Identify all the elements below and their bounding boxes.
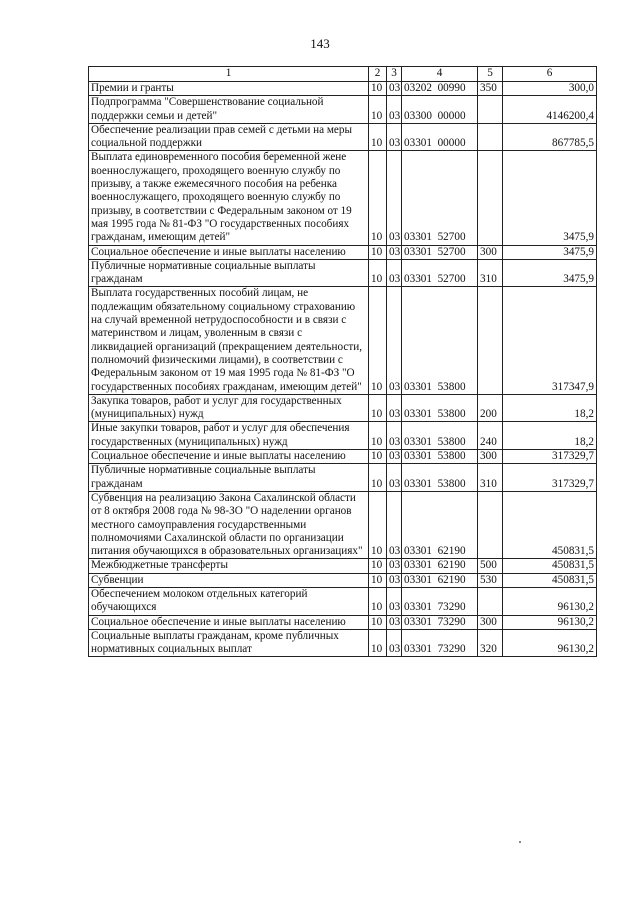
row-target-code: 03301 53800 <box>402 422 478 450</box>
row-subsection: 03 <box>387 96 402 124</box>
row-description: Публичные нормативные социальные выплаты гражданам <box>89 259 369 287</box>
row-amount: 18,2 <box>503 394 597 422</box>
row-subsection: 03 <box>387 151 402 245</box>
row-amount: 450831,5 <box>503 491 597 558</box>
row-expense-type: 200 <box>478 394 503 422</box>
scan-speck <box>519 841 521 843</box>
row-description: Обеспечением молоком отдельных категорий обучающихся <box>89 587 369 615</box>
row-target-code: 03301 62190 <box>402 559 478 573</box>
row-expense-type <box>478 491 503 558</box>
row-section: 10 <box>369 259 387 287</box>
row-subsection: 03 <box>387 287 402 394</box>
row-amount: 3475,9 <box>503 245 597 259</box>
row-section: 10 <box>369 615 387 629</box>
row-section: 10 <box>369 587 387 615</box>
row-target-code: 03301 52700 <box>402 245 478 259</box>
row-amount: 18,2 <box>503 422 597 450</box>
table-row <box>89 587 597 615</box>
row-target-code: 03300 00000 <box>402 96 478 124</box>
row-section: 10 <box>369 82 387 96</box>
row-amount: 867785,5 <box>503 123 597 151</box>
row-amount: 3475,9 <box>503 151 597 245</box>
row-amount: 450831,5 <box>503 559 597 573</box>
row-description: Социальное обеспечение и иные выплаты населению <box>89 615 369 629</box>
row-target-code: 03301 53800 <box>402 464 478 492</box>
row-expense-type: 310 <box>478 259 503 287</box>
row-expense-type <box>478 96 503 124</box>
row-amount: 450831,5 <box>503 573 597 587</box>
table-row <box>89 394 597 422</box>
header-col-3: 3 <box>387 67 402 82</box>
row-amount: 96130,2 <box>503 587 597 615</box>
row-subsection: 03 <box>387 245 402 259</box>
table-row <box>89 123 597 151</box>
row-expense-type: 300 <box>478 450 503 464</box>
row-target-code: 03301 62190 <box>402 491 478 558</box>
row-target-code: 03301 52700 <box>402 259 478 287</box>
row-description: Обеспечение реализации прав семей с детьми на меры социальной поддержки <box>89 123 369 151</box>
header-row <box>89 67 597 82</box>
row-amount: 4146200,4 <box>503 96 597 124</box>
row-section: 10 <box>369 151 387 245</box>
row-expense-type: 320 <box>478 629 503 657</box>
table-row <box>89 491 597 558</box>
row-section: 10 <box>369 573 387 587</box>
row-description: Публичные нормативные социальные выплаты гражданам <box>89 464 369 492</box>
row-subsection: 03 <box>387 450 402 464</box>
row-section: 10 <box>369 464 387 492</box>
row-target-code: 03301 73290 <box>402 629 478 657</box>
budget-table <box>88 66 597 657</box>
row-section: 10 <box>369 394 387 422</box>
row-subsection: 03 <box>387 394 402 422</box>
row-target-code: 03301 52700 <box>402 151 478 245</box>
row-target-code: 03301 53800 <box>402 394 478 422</box>
row-expense-type: 530 <box>478 573 503 587</box>
row-expense-type: 500 <box>478 559 503 573</box>
row-amount: 96130,2 <box>503 615 597 629</box>
row-subsection: 03 <box>387 491 402 558</box>
row-subsection: 03 <box>387 82 402 96</box>
row-subsection: 03 <box>387 573 402 587</box>
row-description: Субвенция на реализацию Закона Сахалинской области от 8 октября 2008 года № 98-ЗО "О наделении органов местного самоуправления государственными полномочиями Сахалинской области по организации питания обучающихся в образовательных организациях" <box>89 491 369 558</box>
page-number: 143 <box>310 36 330 51</box>
row-expense-type <box>478 587 503 615</box>
row-target-code: 03301 00000 <box>402 123 478 151</box>
header-col-4: 4 <box>402 67 478 82</box>
row-description: Подпрограмма "Совершенствование социальной поддержки семьи и детей" <box>89 96 369 124</box>
table-row <box>89 96 597 124</box>
row-section: 10 <box>369 96 387 124</box>
row-subsection: 03 <box>387 629 402 657</box>
row-section: 10 <box>369 450 387 464</box>
row-description: Закупка товаров, работ и услуг для государственных (муниципальных) нужд <box>89 394 369 422</box>
table-row <box>89 151 597 245</box>
row-amount: 96130,2 <box>503 629 597 657</box>
row-description: Премии и гранты <box>89 82 369 96</box>
row-section: 10 <box>369 245 387 259</box>
table-row <box>89 245 597 259</box>
row-subsection: 03 <box>387 615 402 629</box>
row-description: Выплата единовременного пособия беременной жене военнослужащего, проходящего военную службу по призыву, а также ежемесячного пособия на ребенка военнослужащего, проходящего военную службу по призыву, в соответствии с Федеральным законом от 19 мая 1995 года № 81-ФЗ "О государственных пособиях гражданам, имеющим детей" <box>89 151 369 245</box>
row-description: Социальные выплаты гражданам, кроме публичных нормативных социальных выплат <box>89 629 369 657</box>
row-section: 10 <box>369 559 387 573</box>
row-expense-type <box>478 151 503 245</box>
table-row <box>89 573 597 587</box>
row-expense-type: 240 <box>478 422 503 450</box>
table-row <box>89 464 597 492</box>
row-target-code: 03301 73290 <box>402 587 478 615</box>
row-subsection: 03 <box>387 123 402 151</box>
table-row <box>89 287 597 394</box>
row-description: Выплата государственных пособий лицам, не подлежащим обязательному социальному страхованию на случай временной нетрудоспособности и в связи с материнством и лицам, уволенным в связи с ликвидацией организаций (прекращением деятельности, полномочий физическими лицами), в соответствии с Федеральным законом от 19 мая 1995 года № 81-ФЗ "О государственных пособиях гражданам, имеющим детей" <box>89 287 369 394</box>
row-subsection: 03 <box>387 587 402 615</box>
row-expense-type <box>478 287 503 394</box>
row-amount: 3475,9 <box>503 259 597 287</box>
row-section: 10 <box>369 629 387 657</box>
row-amount: 317347,9 <box>503 287 597 394</box>
row-amount: 317329,7 <box>503 464 597 492</box>
row-description: Социальное обеспечение и иные выплаты населению <box>89 450 369 464</box>
row-expense-type: 350 <box>478 82 503 96</box>
table-row <box>89 629 597 657</box>
table-row <box>89 422 597 450</box>
row-target-code: 03301 62190 <box>402 573 478 587</box>
row-section: 10 <box>369 123 387 151</box>
row-amount: 300,0 <box>503 82 597 96</box>
header-col-6: 6 <box>503 67 597 82</box>
row-subsection: 03 <box>387 422 402 450</box>
row-target-code: 03202 00990 <box>402 82 478 96</box>
row-subsection: 03 <box>387 259 402 287</box>
table-row <box>89 615 597 629</box>
row-section: 10 <box>369 287 387 394</box>
row-target-code: 03301 53800 <box>402 287 478 394</box>
table-row <box>89 450 597 464</box>
row-description: Межбюджетные трансферты <box>89 559 369 573</box>
header-col-2: 2 <box>369 67 387 82</box>
table-row <box>89 559 597 573</box>
table-row <box>89 82 597 96</box>
row-target-code: 03301 73290 <box>402 615 478 629</box>
row-target-code: 03301 53800 <box>402 450 478 464</box>
header-col-1: 1 <box>89 67 369 82</box>
row-subsection: 03 <box>387 559 402 573</box>
table-row <box>89 259 597 287</box>
header-col-5: 5 <box>478 67 503 82</box>
row-expense-type: 310 <box>478 464 503 492</box>
row-section: 10 <box>369 491 387 558</box>
row-description: Иные закупки товаров, работ и услуг для обеспечения государственных (муниципальных) нужд <box>89 422 369 450</box>
row-expense-type <box>478 123 503 151</box>
row-subsection: 03 <box>387 464 402 492</box>
row-expense-type: 300 <box>478 615 503 629</box>
row-amount: 317329,7 <box>503 450 597 464</box>
row-description: Субвенции <box>89 573 369 587</box>
row-expense-type: 300 <box>478 245 503 259</box>
row-section: 10 <box>369 422 387 450</box>
row-description: Социальное обеспечение и иные выплаты населению <box>89 245 369 259</box>
